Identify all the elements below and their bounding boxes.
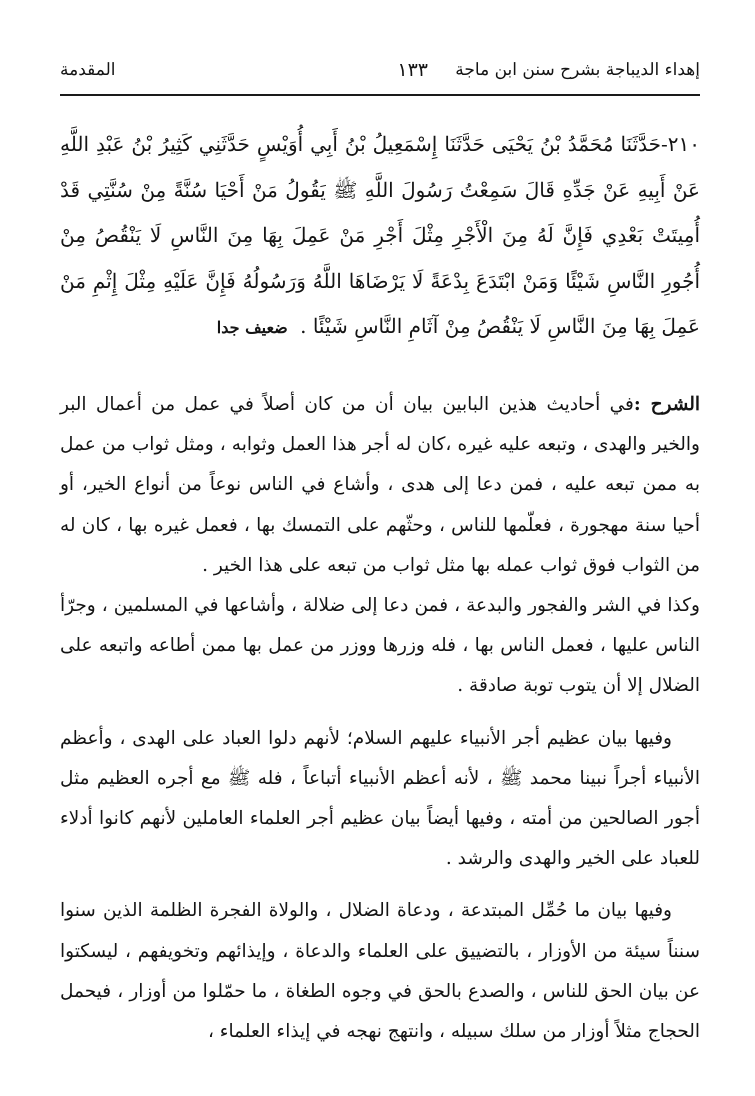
commentary-block bbox=[60, 385, 700, 1052]
header-rule bbox=[60, 94, 700, 96]
commentary-paragraph-1 bbox=[60, 385, 700, 586]
commentary-paragraph-4: وفيها بيان ما حُمِّل المبتدعة ، ودعاة الضلال ، والولاة الفجرة الظلمة الذين سنوا سنناً سيئة من الأوزار ، بالتضييق على العلماء والدعاة ، وإيذائهم وتخويفهم ، ليسكتوا عن بيان الحق للناس ، والصدع بالحق في وجوه الطغاة ، ما حمّلوا من أوزار ، فيحمل الحجاج مثلاً أوزار من سلك سبيله ، وانتهج نهجه في إيذاء العلماء ، bbox=[60, 900, 700, 1043]
hadith-text: ٢١٠-حَدَّثَنَا مُحَمَّدُ بْنُ يَحْيَى حَدَّثَنَا إِسْمَعِيلُ بْنُ أَبِي أُوَيْسٍ حَدَّثَنِي كَثِيرُ بْنُ عَبْدِ اللَّهِ عَنْ أَبِيهِ عَنْ جَدِّهِ قَالَ سَمِعْتُ رَسُولَ اللَّهِ ﷺ يَقُولُ مَنْ أَحْيَا سُنَّةً مِنْ سُنَّتِي قَدْ أُمِيتَتْ بَعْدِي فَإِنَّ لَهُ مِنَ الْأَجْرِ مِثْلَ أَجْرِ مَنْ عَمِلَ بِهَا مِنَ النَّاسِ لَا يَنْقُصُ مِنْ أُجُورِ النَّاسِ شَيْئًا وَمَنْ ابْتَدَعَ بِدْعَةً لَا يَرْضَاهَا اللَّهُ وَرَسُولُهُ فَإِنَّ عَلَيْهِ مِثْلَ إِثْمِ مَنْ عَمِلَ بِهَا مِنَ النَّاسِ لَا يَنْقُصُ مِنْ آثَامِ النَّاسِ شَيْئًا . bbox=[60, 132, 700, 338]
commentary-label: الشرح : bbox=[633, 394, 701, 415]
book-title: إهداء الديباجة بشرح سنن ابن ماجة bbox=[455, 60, 700, 80]
section-title: المقدمة bbox=[60, 60, 116, 80]
hadith-grade: ضعيف جدا bbox=[216, 318, 288, 337]
page-header bbox=[60, 50, 700, 90]
book-page bbox=[60, 50, 701, 1043]
commentary-paragraph-1-text: في أحاديث هذين البابين بيان أن من كان أصلاً في عمل من أعمال البر والخير والهدى ، وتبعه عليه غيره ،كان له أجر هذا العمل وثوابه ، ومثل ثواب من عمل به ممن تبعه عليه ، فمن دعا إلى هدى ، وأشاع في الناس نوعاً من أنواع الخير، أو أحيا سنة مهجورة ، فعلّمها للناس ، وحثّهم على التمسك بها ، فعمل غيره بها ، كان له من الثواب فوق ثواب عمله بها مثل ثواب من تبعه على هذا الخير . bbox=[60, 394, 700, 576]
page-number: ١٣٣ bbox=[397, 59, 428, 81]
commentary-paragraph-3: وفيها بيان عظيم أجر الأنبياء عليهم السلام؛ لأنهم دلوا العباد على الهدى ، وأعظم الأنبياء أجراً نبينا محمد ﷺ ، لأنه أعظم الأنبياء أتباعاً ، فله ﷺ مع أجره العظيم مثل أجور الصالحين من أمته ، وفيها أيضاً بيان عظيم أجر العلماء العاملين لأنهم كانوا أدلاء للعباد على الخير والهدى والرشد . bbox=[60, 727, 700, 870]
hadith-text-block bbox=[60, 122, 700, 351]
commentary-paragraph-2: وكذا في الشر والفجور والبدعة ، فمن دعا إلى ضلالة ، وأشاعها في المسلمين ، وجرّأ الناس عليها ، فعمل الناس بها ، فله وزرها ووزر من عمل بها ممن أطاعه واتبعه على الضلال إلا أن يتوب توبة صادقة . bbox=[60, 595, 700, 697]
